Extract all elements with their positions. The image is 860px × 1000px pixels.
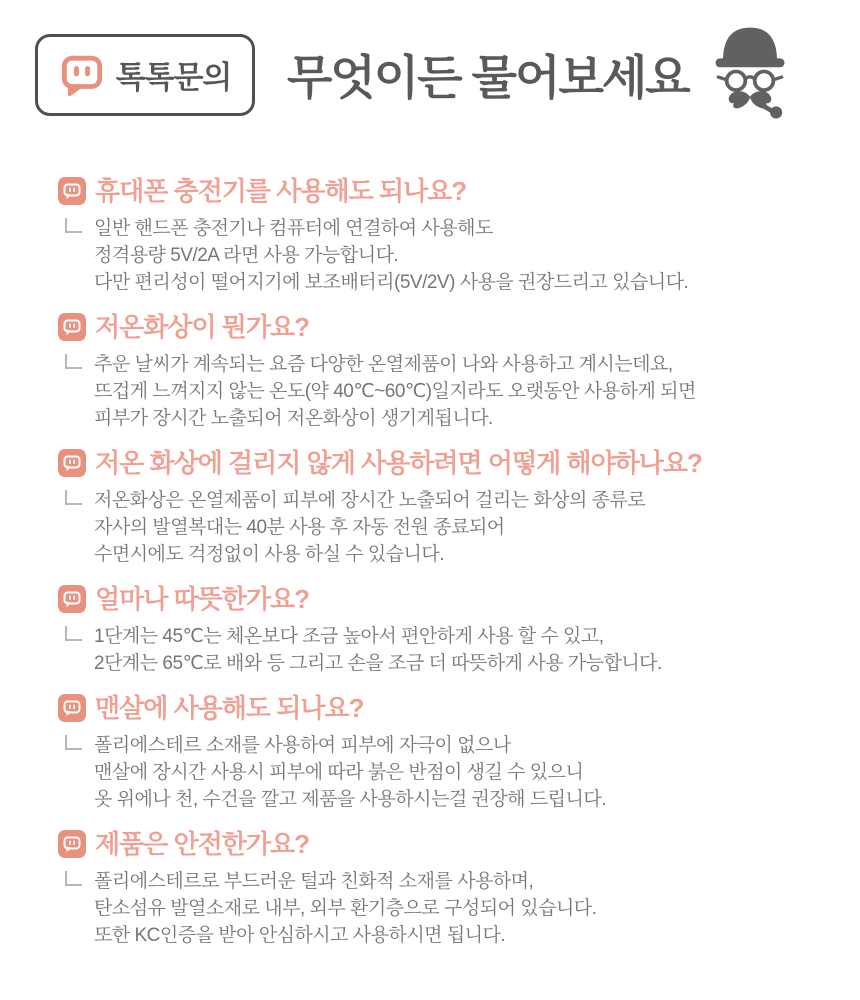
faq-list [58, 175, 860, 949]
question-text: 휴대폰 충전기를 사용해도 되나요? [95, 176, 467, 206]
answer-line: 뜨겁게 느껴지지 않는 온도(약 40℃~60℃)일지라도 오랫동안 사용하게 되면 [94, 381, 696, 402]
answer-line: 수면시에도 걱정없이 사용 하실 수 있습니다. [94, 544, 445, 565]
answer-line: 탄소섬유 발열소재로 내부, 외부 환기층으로 구성되어 있습니다. [94, 898, 597, 919]
answer-branch-icon [65, 871, 82, 886]
question-row [58, 828, 860, 860]
answer-line: 맨살에 장시간 사용시 피부에 따라 붉은 반점이 생길 수 있으니 [94, 762, 584, 783]
answer-line: 자사의 발열복대는 40분 사용 후 자동 전원 종료되어 [94, 517, 505, 538]
answer-line: 폴리에스테르로 부드러운 털과 친화적 소재를 사용하며, [94, 871, 534, 892]
answer-lines [94, 215, 688, 296]
answer [58, 868, 860, 949]
answer [58, 215, 860, 296]
faq-item [58, 692, 860, 813]
answer-lines [94, 732, 606, 813]
question-row [58, 692, 860, 724]
answer-lines [94, 623, 662, 677]
question-row [58, 583, 860, 615]
question-row [58, 175, 860, 207]
answer [58, 732, 860, 813]
header [0, 0, 860, 119]
answer-line: 일반 핸드폰 충전기나 컴퓨터에 연결하여 사용해도 [94, 218, 493, 239]
speech-bubble-icon [58, 830, 86, 858]
answer-lines [94, 351, 696, 432]
answer-line: 또한 KC인증을 받아 안심하시고 사용하시면 됩니다. [94, 925, 506, 946]
page-title: 무엇이든 물어보세요 [287, 51, 689, 104]
answer-line: 추운 날씨가 계속되는 요즘 다양한 온열제품이 나와 사용하고 계시는데요, [94, 354, 673, 375]
speech-bubble-icon [58, 177, 86, 205]
answer-branch-icon [65, 354, 82, 369]
answer-line: 폴리에스테르 소재를 사용하여 피부에 자극이 없으나 [94, 735, 511, 756]
answer-branch-icon [65, 218, 82, 233]
speech-bubble-icon [58, 313, 86, 341]
speech-bubble-icon [58, 694, 86, 722]
question-text: 맨살에 사용해도 되나요? [95, 693, 364, 723]
answer-lines [94, 868, 596, 949]
faq-item [58, 175, 860, 296]
answer-branch-icon [65, 626, 82, 641]
faq-item [58, 311, 860, 432]
question-text: 저온화상이 뭔가요? [95, 312, 310, 342]
talk-bubble-icon [59, 51, 105, 99]
faq-item [58, 447, 860, 568]
answer-branch-icon [65, 490, 82, 505]
detective-icon [703, 22, 797, 119]
answer-line: 다만 편리성이 떨어지기에 보조배터리(5V/2V) 사용을 권장드리고 있습니다. [94, 272, 689, 293]
answer-lines [94, 487, 645, 568]
answer-line: 정격용량 5V/2A 라면 사용 가능합니다. [94, 245, 399, 266]
question-row [58, 311, 860, 343]
answer-line: 2단계는 65℃로 배와 등 그리고 손을 조금 더 따뜻하게 사용 가능합니다. [94, 653, 662, 674]
answer-line: 1단계는 45℃는 체온보다 조금 높아서 편안하게 사용 할 수 있고, [94, 626, 604, 647]
faq-item [58, 828, 860, 949]
answer [58, 623, 860, 677]
answer-branch-icon [65, 735, 82, 750]
badge-label: 톡톡문의 [115, 60, 232, 95]
question-text: 얼마나 따뜻한가요? [95, 584, 310, 614]
faq-item [58, 583, 860, 677]
answer-line: 옷 위에나 천, 수건을 깔고 제품을 사용하시는걸 권장해 드립니다. [94, 789, 606, 810]
speech-bubble-icon [58, 585, 86, 613]
answer [58, 351, 860, 432]
question-row [58, 447, 860, 479]
question-text: 제품은 안전한가요? [95, 829, 310, 859]
question-text: 저온 화상에 걸리지 않게 사용하려면 어떻게 해야하나요? [95, 448, 702, 478]
answer [58, 487, 860, 568]
answer-line: 피부가 장시간 노출되어 저온화상이 생기게됩니다. [94, 408, 493, 429]
talk-inquiry-badge [35, 34, 255, 116]
speech-bubble-icon [58, 449, 86, 477]
answer-line: 저온화상은 온열제품이 피부에 장시간 노출되어 걸리는 화상의 종류로 [94, 490, 646, 511]
